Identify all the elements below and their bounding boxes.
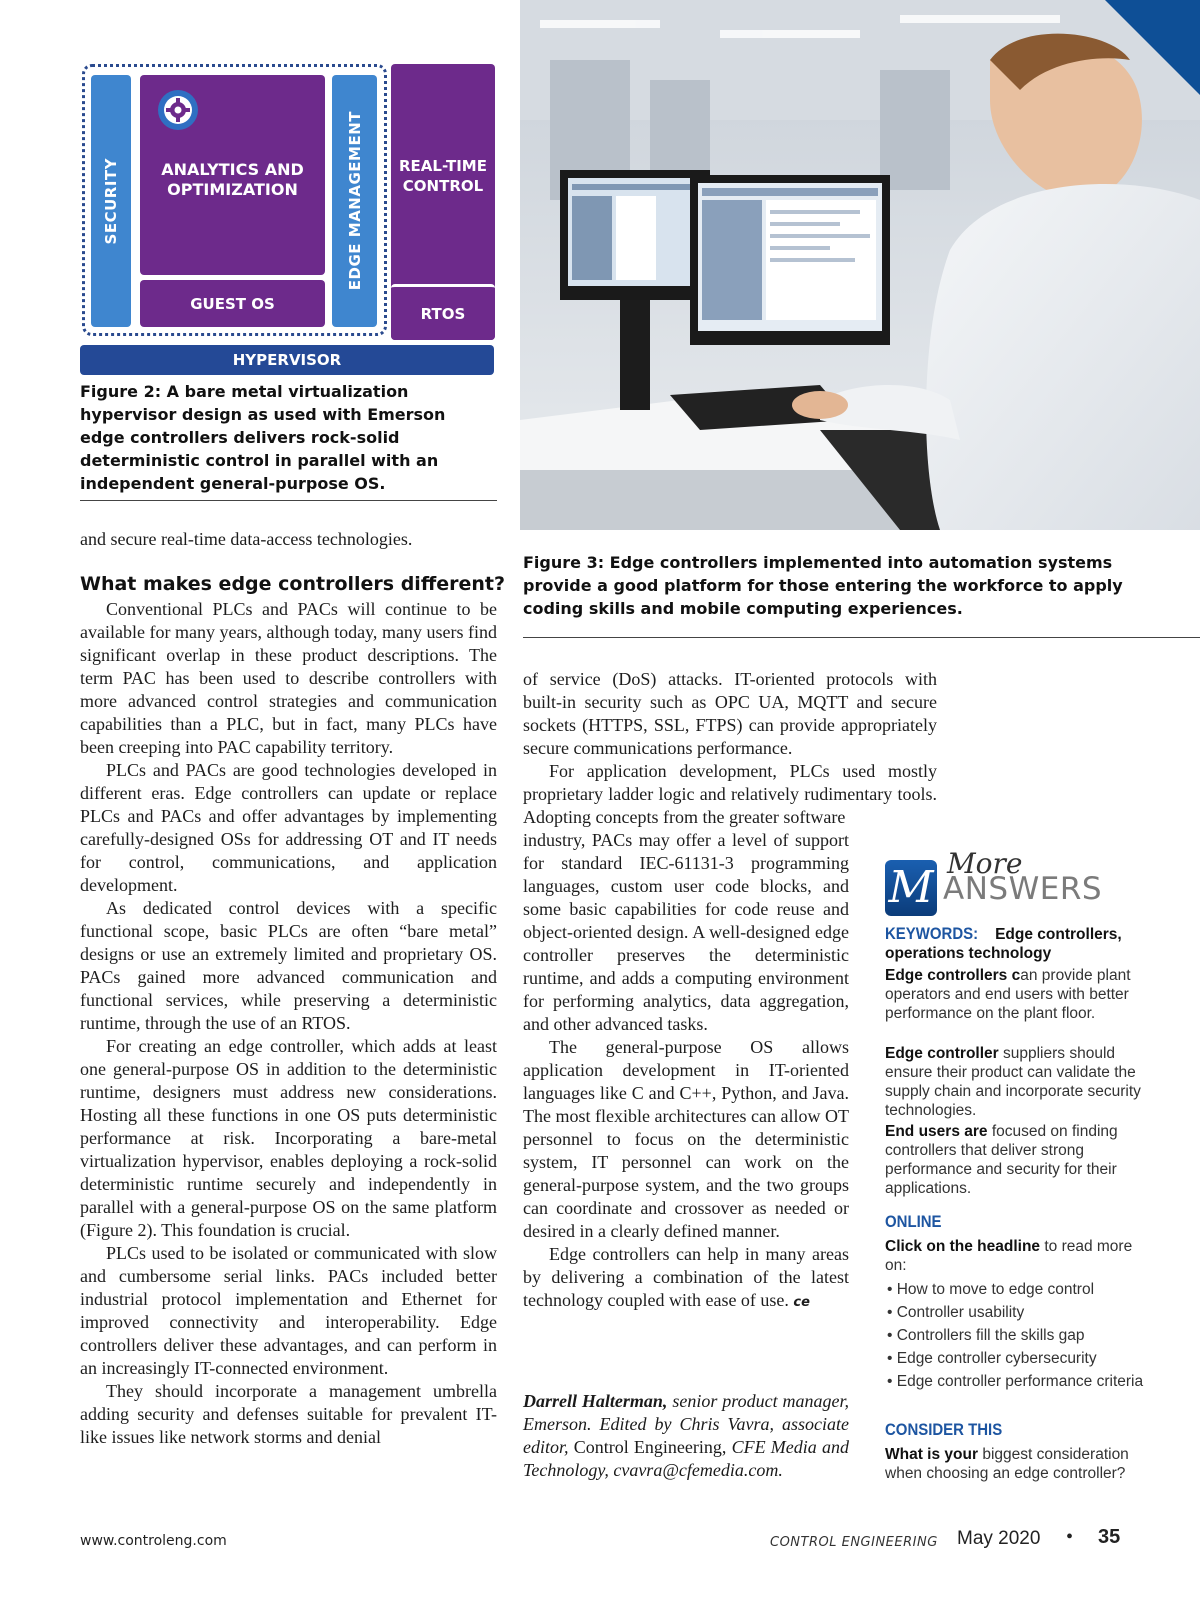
consider-label: CONSIDER THIS	[885, 1420, 1003, 1439]
edge-management-label: EDGE MANAGEMENT	[345, 111, 364, 291]
logo-more-text: More	[947, 847, 1023, 880]
guest-os-block	[140, 280, 325, 327]
hypervisor-diagram	[78, 60, 498, 380]
paragraph: industry, PACs may offer a level of support for standard IEC-61131-3 programming languages, custom user code blocks, and some basic capabilities for code reuse and object-oriented design. A well-designed edge controller preserves the deterministic runtime, and adds a computing environment for performing analytics, data aggregation, and other advanced tasks.	[523, 830, 849, 1034]
author-byline	[523, 1390, 849, 1482]
consider-bold: What is your	[885, 1446, 979, 1463]
author-title: senior product manager, Emerson. Edited by Chris Vavra, associate editor,	[523, 1391, 850, 1457]
paragraph: PLCs and PACs are good technologies developed in different eras. Edge controllers can update or replace PLCs and PACs and offer advantages by implementing carefully-designed OSs for addressing OT and IT needs for control, communications, and application development.	[80, 760, 497, 895]
paragraph: They should incorporate a management umbrella adding security and defenses suitable for prevalent IT-like issues like network storms and denial	[80, 1381, 497, 1447]
online-link[interactable]: • Edge controller cybersecurity	[887, 1350, 1097, 1367]
online-intro	[885, 1237, 1145, 1275]
real-time-control-label: REAL-TIME CONTROL	[399, 157, 487, 195]
author-email[interactable]: cvavra@cfemedia.com.	[613, 1460, 783, 1480]
consider-text: biggest consideration when choosing an edge controller?	[885, 1446, 1129, 1482]
online-links	[885, 1280, 1145, 1395]
logo-answers-text: ANSWERS	[943, 871, 1103, 907]
key-point-lead: Edge controller	[885, 1045, 999, 1062]
security-block	[91, 75, 131, 327]
analytics-label: ANALYTICS AND OPTIMIZATION	[161, 160, 304, 199]
company-name: CFE Media and Technology,	[523, 1437, 849, 1480]
section-heading: What makes edge controllers different?	[80, 573, 505, 595]
figure-2-caption: Figure 2: A bare metal virtualization hypervisor design as used with Emerson edge controllers delivers rock-solid deterministic control in parallel with an independent general-purpose OS.	[80, 382, 446, 493]
rtos-block	[391, 284, 495, 340]
more-answers-logo-icon: M	[885, 860, 937, 916]
key-point-text: suppliers should ensure their product can validate the supply chain and incorporate security technologies.	[885, 1045, 1141, 1119]
lead-in-text: and secure real-time data-access technologies.	[80, 529, 413, 549]
magazine-name-footer: CONTROL ENGINEERING	[770, 1535, 938, 1550]
key-point	[885, 966, 1145, 1023]
page-corner-tab	[1105, 0, 1200, 95]
key-point	[885, 1122, 1145, 1198]
online-link[interactable]: • Controllers fill the skills gap	[887, 1327, 1085, 1344]
paragraph: For application development, PLCs used mostly proprietary ladder logic and relatively rudimentary tools. Adopting concepts from the greater software	[523, 761, 937, 827]
author-name: Darrell Halterman,	[523, 1391, 668, 1411]
paragraph: For creating an edge controller, which adds at least one general-purpose OS in addition to the deterministic runtime, designers must address new considerations. Hosting all these functions in one OS puts deterministic performance at risk. Incorporating a bare-metal virtualization hypervisor, enables deploying a rock-solid deterministic runtime securely and independently in parallel with a general-purpose OS on the same platform (Figure 2). This foundation is crucial.	[80, 1036, 497, 1240]
paragraph: As dedicated control devices with a specific functional scope, basic PLCs are often “bare metal” designs or use an extremely limited and proprietary OS. PACs gained more advanced communication and functional services, while preserving a deterministic runtime, through the use of an RTOS.	[80, 898, 497, 1033]
hypervisor-label: HYPERVISOR	[232, 351, 342, 369]
article-column-2-bottom	[523, 829, 849, 1314]
paragraph: Conventional PLCs and PACs will continue to be available for many years, although today, many users find significant overlap in these product descriptions. The term PAC has been used to describe controllers with more advanced control strategies and communication capabilities than a PLC, but in fact, many PLCs have been creeping into PAC capability territory.	[80, 599, 497, 757]
keywords-block	[885, 924, 1145, 963]
magazine-name: Control Engineering,	[573, 1437, 727, 1457]
paragraph	[523, 1243, 849, 1314]
closing-text: Edge controllers can help in many areas by delivering a combination of the latest technology coupled with ease of use.	[523, 1244, 849, 1310]
consider-text-block	[885, 1445, 1145, 1483]
key-point-lead: Edge controllers c	[885, 967, 1021, 984]
online-link[interactable]: • How to move to edge control	[887, 1281, 1095, 1298]
paragraph: PLCs used to be isolated or communicated with slow and cumbersome serial links. PACs included better industrial protocol implementation and Ethernet for improved connectivity and interoperability. Edge controllers deliver these advantages, and can perform in an increasingly IT-connected environment.	[80, 1243, 497, 1378]
key-point-text: an provide plant operators and end users with better performance on the plant floor.	[885, 967, 1131, 1022]
key-point-lead: End users are	[885, 1123, 988, 1140]
hypervisor-bar	[80, 345, 494, 375]
guest-os-label: GUEST OS	[190, 294, 275, 313]
online-bold: Click on the headline	[885, 1238, 1041, 1255]
caption-divider	[523, 637, 1200, 638]
article-column-1	[80, 598, 497, 1449]
online-link[interactable]: • Controller usability	[887, 1304, 1025, 1321]
edge-management-block	[332, 75, 377, 327]
online-label: ONLINE	[885, 1212, 942, 1231]
paragraph: of service (DoS) attacks. IT-oriented protocols with built-in security such as OPC UA, MQTT and secure sockets (HTTPS, SSL, FTPS) can provide appropriately secure communications performance.	[523, 669, 937, 758]
article-column-2-top	[523, 668, 937, 829]
website-url[interactable]: www.controleng.com	[80, 1533, 227, 1549]
key-point-text: focused on finding controllers that deliver strong performance and security for their applications.	[885, 1123, 1118, 1197]
issue-date: May 2020	[957, 1528, 1041, 1549]
caption-divider	[80, 500, 497, 501]
consider-heading	[885, 1420, 1145, 1440]
figure-3-caption: Figure 3: Edge controllers implemented into automation systems provide a good platform for those entering the workforce to apply coding skills and mobile computing experiences.	[523, 553, 1123, 618]
security-label: SECURITY	[102, 157, 120, 245]
engineer-workstation-photo	[520, 0, 1200, 530]
end-mark: ce	[793, 1295, 810, 1310]
online-text: to read more on:	[885, 1238, 1133, 1274]
page-number: 35	[1098, 1526, 1121, 1548]
keywords-text: Edge controllers, operations technology	[885, 926, 1122, 962]
rtos-label: RTOS	[420, 304, 466, 323]
gear-icon	[156, 88, 200, 132]
online-link[interactable]: • Edge controller performance criteria	[887, 1373, 1144, 1390]
keywords-label: KEYWORDS:	[885, 924, 979, 943]
online-heading	[885, 1212, 1145, 1232]
footer-bullet: •	[1066, 1526, 1074, 1548]
paragraph: The general-purpose OS allows application development in IT-oriented languages like C and C++, Python, and Java. The most flexible architectures can allow OT personnel to focus on the deterministic system, IT personnel can work on the general-purpose system, and the two groups can coordinate and crossover as needed or desired in a clearly defined manner.	[523, 1037, 849, 1241]
key-point	[885, 1044, 1145, 1120]
